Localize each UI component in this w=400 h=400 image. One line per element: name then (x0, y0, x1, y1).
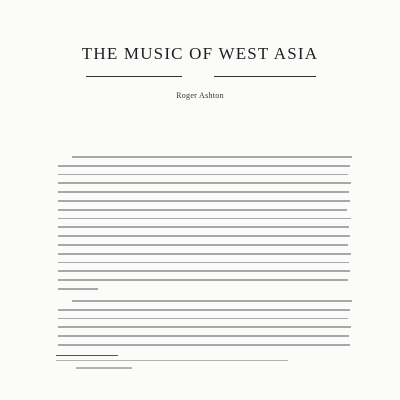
text-line (58, 235, 350, 237)
text-line (72, 300, 352, 302)
text-line (58, 335, 349, 337)
text-line (56, 360, 288, 361)
text-line (58, 309, 350, 311)
text-line (76, 367, 132, 368)
author-name: Roger Ashton (176, 91, 224, 100)
text-line (58, 326, 351, 328)
text-line (72, 156, 352, 158)
paragraph-2 (58, 300, 352, 353)
text-line (58, 200, 350, 202)
text-line (58, 209, 347, 211)
title-rule-right (214, 76, 316, 77)
text-line (58, 262, 349, 264)
text-line (58, 279, 348, 281)
text-line (58, 270, 350, 272)
text-line (58, 318, 348, 320)
footnote (56, 360, 296, 375)
text-line (58, 191, 349, 193)
text-line (58, 253, 351, 255)
paragraph-1 (58, 156, 352, 297)
text-line (58, 244, 348, 246)
text-line (58, 174, 348, 176)
text-line (58, 226, 349, 228)
article-title: THE MUSIC OF WEST ASIA (81, 44, 319, 63)
text-line (58, 288, 98, 290)
title-rule-left (86, 76, 182, 77)
text-line (58, 218, 351, 220)
text-line (58, 182, 351, 184)
text-line (58, 165, 350, 167)
text-line (58, 344, 350, 346)
footnote-rule (56, 355, 118, 356)
